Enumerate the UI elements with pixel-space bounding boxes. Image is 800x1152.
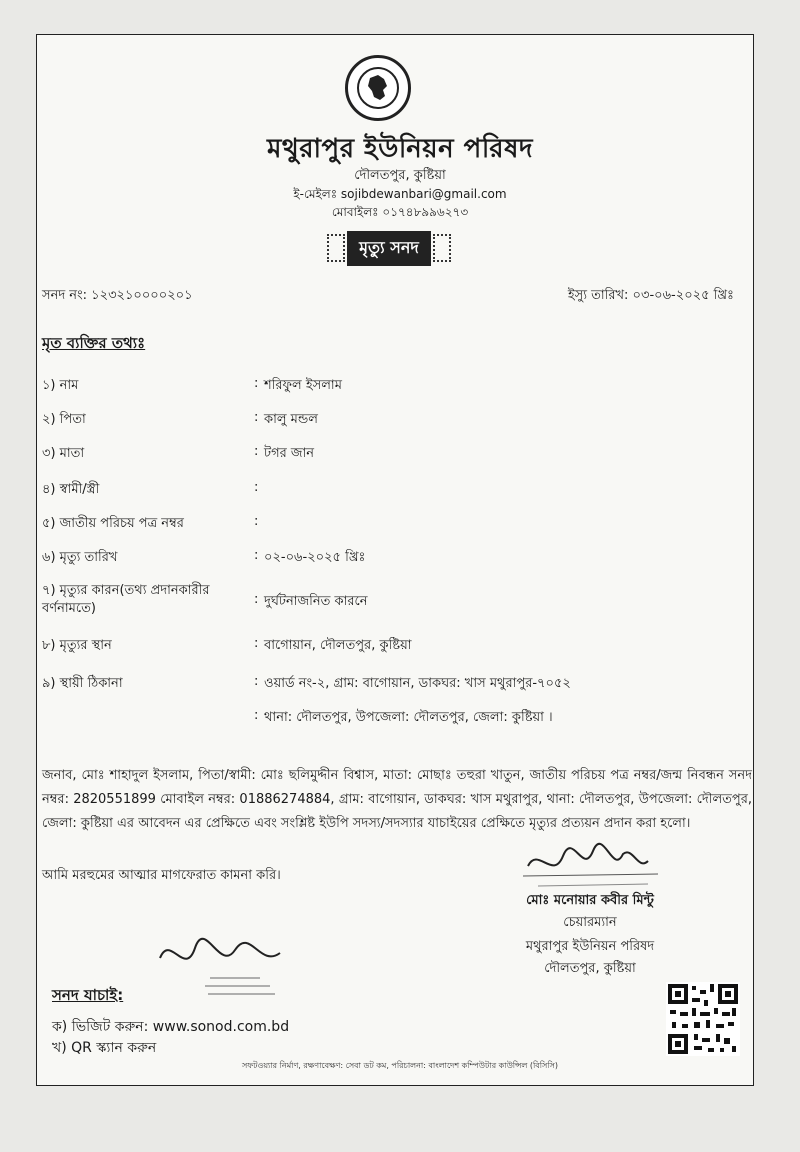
chairman-office: মথুরাপুর ইউনিয়ন পরিষদ <box>525 939 655 954</box>
field-separator: : <box>254 444 259 459</box>
issue-date: ইস্যু তারিখ: ০৩-০৬-২০২৫ খ্রিঃ <box>567 288 734 303</box>
field-separator: : <box>254 514 259 529</box>
field-separator: : <box>254 674 259 689</box>
verification-website[interactable]: ক) ভিজিট করুন: www.sonod.com.bd <box>52 1019 290 1035</box>
field-label: ৫) জাতীয় পরিচয় পত্র নম্বর <box>42 516 184 531</box>
government-emblem-icon <box>345 55 411 121</box>
field-value: বাগোয়ান, দৌলতপুর, কুষ্টিয়া <box>264 638 412 653</box>
field-value: শরিফুল ইসলাম <box>264 378 342 393</box>
field-value: কালু মন্ডল <box>264 412 318 427</box>
chairman-title: চেয়ারম্যান <box>563 915 617 930</box>
field-label: ৮) মৃত্যুর স্থান <box>42 638 112 653</box>
qr-code-icon[interactable] <box>666 982 740 1056</box>
org-email: ই-মেইলঃ sojibdewanbari@gmail.com <box>293 187 507 201</box>
member-signature-icon <box>150 928 300 1008</box>
field-separator: : <box>254 376 259 391</box>
section-title: মৃত ব্যক্তির তথ্যঃ <box>42 334 146 352</box>
field-separator: : <box>254 708 259 723</box>
certificate-number: সনদ নং: ১২৩২১০০০০২০১ <box>42 288 193 303</box>
verification-heading: সনদ যাচাই: <box>52 986 124 1004</box>
org-location: দৌলতপুর, কুষ্টিয়া <box>354 168 446 183</box>
field-separator: : <box>254 548 259 563</box>
field-separator: : <box>254 480 259 495</box>
field-label: ১) নাম <box>42 378 79 393</box>
field-value: টগর জান <box>264 446 315 461</box>
field-label: ৩) মাতা <box>42 446 85 461</box>
field-label: ৭) মৃত্যুর কারন(তথ্য প্রদানকারীর বর্ণনামতে) <box>42 583 210 616</box>
field-separator: : <box>254 636 259 651</box>
field-label: ৯) স্থায়ী ঠিকানা <box>42 676 123 691</box>
field-value: দুর্ঘটনাজনিত কারনে <box>264 594 368 609</box>
document-type-banner <box>312 232 466 264</box>
field-label: ৪) স্বামী/স্ত্রী <box>42 482 100 497</box>
chairman-place: দৌলতপুর, কুষ্টিয়া <box>544 961 636 976</box>
field-separator: : <box>254 592 259 607</box>
verification-qr-instruction: খ) QR স্ক্যান করুন <box>52 1040 157 1056</box>
field-value: ওয়ার্ড নং-২, গ্রাম: বাগোয়ান, ডাকঘর: খাস মথুরাপুর-৭০৫২ <box>264 676 571 691</box>
ornament-right-icon <box>433 234 451 262</box>
chairman-name: মোঃ মনোয়ার কবীর মিন্টু <box>526 893 654 908</box>
org-mobile: মোবাইলঃ ০১৭৪৮৯৯৬২৭৩ <box>331 205 469 219</box>
closing-line: আমি মরহুমের আত্মার মাগফেরাত কামনা করি। <box>42 868 281 883</box>
address-line-2: থানা: দৌলতপুর, উপজেলা: দৌলতপুর, জেলা: কুষ্টিয়া । <box>264 710 553 725</box>
chairman-signature-icon <box>498 836 678 896</box>
document-type-label: মৃত্যু সনদ <box>347 231 431 266</box>
ornament-left-icon <box>327 234 345 262</box>
org-name: মথুরাপুর ইউনিয়ন পরিষদ <box>266 134 534 164</box>
field-label: ৬) মৃত্যু তারিখ <box>42 550 118 565</box>
field-value: ০২-০৬-২০২৫ খ্রিঃ <box>264 550 366 565</box>
footer-credit: সফটওয়্যার নির্মাণ, রক্ষণাবেক্ষণ: সেবা ডট কম, পরিচালনা: বাংলাদেশ কম্পিউটার কাউন্সিল (বিসিসি) <box>241 1061 559 1070</box>
application-paragraph: জনাব, মোঃ শাহাদুল ইসলাম, পিতা/স্বামী: মোঃ ছলিমুদ্দীন বিশ্বাস, মাতা: মোছাঃ তহুরা খাতুন, জাতীয় পরিচয় পত্র নম্বর/জন্ম নিবন্ধন সনদ নম্বর: 2820551899 মোবাইল নম্বর: 01886274884, গ্রাম: বাগোয়ান, ডাকঘর: খাস মথুরাপুর, থানা: দৌলতপুর, উপজেলা: দৌলতপুর, জেলা: কুষ্টিয়া এর আবেদন এর প্রেক্ষিতে এবং সংশ্লিষ্ট ইউপি সদস্য/সদস্যার যাচাইয়ের প্রেক্ষিতে মৃত্যুর প্রত্যয়ন প্রদান করা হলো। <box>42 768 752 831</box>
field-separator: : <box>254 410 259 425</box>
field-label: ২) পিতা <box>42 412 86 427</box>
